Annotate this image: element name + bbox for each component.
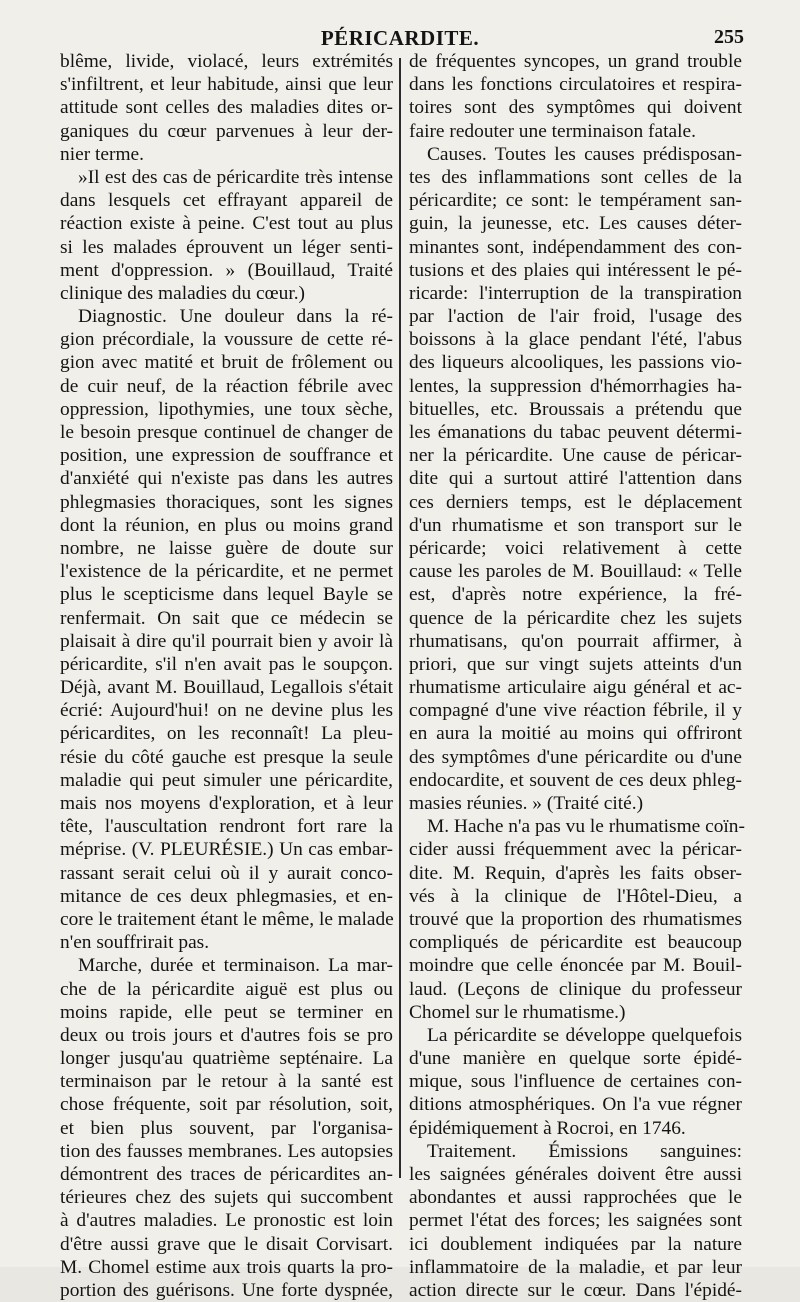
text-line: d'une manière en quelque sorte épidé- [409,1048,742,1070]
text-line: Chomel sur le rhumatisme.) [409,1001,626,1023]
text-line: démontrent des traces de péricardites an- [60,1164,393,1185]
text-line: mais nos moyens d'exploration, et à leur [60,793,393,814]
text-line: ici doublement indiquées par la nature [409,1233,742,1255]
text-line: boissons à la glace pendant l'été, l'abus [409,329,742,351]
running-title: PÉRICARDITE. [320,26,480,50]
text-line: laud. (Leçons de clinique du professeur [409,978,742,1000]
text-line: l'existence de la péricardite, et ne permet [60,561,393,583]
text-line: tusions et des plaies qui intéressent le pé- [409,259,742,281]
text-line: ditions atmosphériques. On l'a vue régner [409,1094,742,1116]
text-line: méprise. (V. PLEURÉSIE.) Un cas embar- [60,839,393,861]
text-line: clinique des maladies du cœur.) [60,282,306,304]
text-line: priori, que sur vingt sujets atteints d'un [409,653,742,675]
text-line: Déjà, avant M. Bouillaud, Legallois s'était [60,677,393,699]
text-line: moins rapide, elle peut se terminer en [60,1001,393,1023]
text-line: phlegmasies thoraciques, sont les signes [60,491,393,513]
right-column [409,50,745,1301]
text-line: La péricardite se développe quelquefois [427,1024,742,1046]
text-line: faire redouter une terminaison fatale. [409,120,696,142]
text-line: plus le scepticisme dans lequel Bayle se [60,584,393,606]
text-line: maladie qui peut simuler une péricardite, [60,769,393,791]
text-line: oppression, lipothymies, une toux sèche, [60,398,393,420]
text-line: ner la péricardite. Une cause de péricar- [409,445,742,467]
text-line: »Il est des cas de péricardite très intense [78,166,393,188]
text-line: térieures chez des sujets qui succombent [60,1187,393,1209]
text-line: nombre, ne laisse guère de doute sur [60,537,393,559]
text-line: péricarde; voici relativement à cette [409,537,742,559]
text-line: à d'autres maladies. Le pronostic est loin [60,1210,393,1232]
text-line: tête, l'auscultation rendront fort rare la [60,816,393,838]
text-line: est, d'après notre expérience, la fré- [409,584,742,606]
text-line: renfermait. On sait que ce médecin se [60,607,393,629]
text-line: épidémiquement à Rocroi, en 1746. [409,1117,686,1139]
text-line: les émanations du tabac peuvent détermi- [409,422,742,443]
text-line: et bien plus souvent, par l'organisa- [60,1117,393,1139]
text-line: cause les paroles de M. Bouillaud: « Telle [409,561,742,583]
text-line: dans les fonctions circulatoires et respira- [409,74,742,96]
text-line: ces derniers temps, est le déplacement [409,491,742,513]
text-line: compliqués de péricardite est beaucoup [409,932,742,954]
text-line: des symptômes d'une péricardite ou d'une [409,746,742,768]
text-line: dans lesquels cet effrayant appareil de [60,190,393,212]
text-line: vés à la clinique de l'Hôtel-Dieu, a [409,885,742,907]
text-line: de fréquentes syncopes, un grand trouble [409,51,742,72]
text-line: attitude sont celles des maladies dites or- [60,97,393,119]
text-line: guin, la jeunesse, etc. Les causes déter- [409,213,742,235]
text-line: M. Chomel estime aux trois quarts la pro- [60,1256,393,1278]
text-line: péricardites, on les reconnaît! La pleu- [60,723,393,745]
text-line: lentes, la suppression d'hémorrhagies ha- [409,375,742,397]
text-line: Marche, durée et terminaison. La mar- [78,955,393,977]
text-line: compagné d'une vive réaction fébrile, il y [409,700,742,722]
text-line: quence de la péricardite chez les sujets [409,607,742,629]
text-line: de cuir neuf, de la réaction fébrile avec [60,375,393,397]
text-line: mitance de ces deux phlegmasies, et en- [60,885,393,907]
text-line: tes des inflammations sont celles de la [409,166,742,188]
text-line: moindre que celle énoncée par M. Bouil- [409,955,742,977]
text-line: gion précordiale, la voussure de cette ré- [60,329,393,351]
text-line: rassant serait celui où il y aurait conco- [60,862,393,884]
text-line: rhumatisme articulaire aigu général et ac- [409,677,742,699]
text-line: che de la péricardite aiguë est plus ou [60,978,393,1000]
text-line: d'un rhumatisme et son transport sur le [409,514,742,536]
text-line: en aura la moitié au moins qui offriront [409,723,742,745]
text-line: cider aussi fréquemment avec la péricar- [409,839,742,861]
text-line: deux ou trois jours et d'autres fois se pro [60,1024,393,1046]
page-number: 255 [714,26,744,48]
text-line: réaction existe à peine. C'est tout au plus [60,213,393,235]
text-line: endocardite, et souvent de ces deux phleg- [409,769,742,791]
text-line: le besoin presque continuel de changer de [60,422,393,443]
text-line: toires sont des symptômes qui doivent [409,97,742,119]
text-line: ment d'oppression. » (Bouillaud, Traité [60,259,393,281]
text-line: chose fréquente, soit par résolution, soit, [60,1094,393,1116]
text-line: M. Hache n'a pas vu le rhumatisme coïn- [427,816,745,838]
text-line: les saignées générales doivent être aussi [409,1164,742,1185]
text-line: mique, sous l'influence de certaines con- [409,1071,742,1093]
text-line: ganiques du cœur parvenues à leur der- [60,120,393,142]
text-line: Causes. Toutes les causes prédisposan- [427,143,742,165]
text-line: s'infiltrent, et leur habitude, ainsi que leur [60,74,393,96]
text-line: position, une expression de souffrance et [60,445,393,467]
text-line: si les malades éprouvent un léger senti- [60,236,393,258]
text-line: des liqueurs alcooliques, les passions vio- [409,352,742,374]
column-divider [399,58,401,1178]
text-line: abondantes et aussi rapprochées que le [409,1187,742,1209]
text-line: minantes sont, indépendamment des con- [409,236,742,258]
text-line: nier terme. [60,143,144,165]
text-line: plaisait à dire qu'il pourrait bien y avoir là [60,630,393,652]
text-line: inflammatoire de la maladie, et par leur [409,1256,742,1278]
text-line: d'être aussi grave que le disait Corvisart. [60,1233,393,1255]
text-line: par l'action de l'air froid, l'usage des [409,306,742,328]
text-line: péricardite; ce sont: le tempérament san- [409,190,742,212]
text-line: gion avec matité et bruit de frôlement ou [60,352,393,374]
text-line: longer jusqu'au quatrième septénaire. La [60,1048,393,1070]
text-line: résie du côté gauche est presque la seule [60,746,393,768]
text-line: d'anxiété qui n'existe pas dans les autres [60,468,393,490]
text-line: ricarde: l'interruption de la transpiration [409,282,742,304]
text-line: tion des fausses membranes. Les autopsies [60,1140,393,1162]
text-line: trouvé que la proportion des rhumatismes [409,908,742,930]
text-line: portion des guérisons. Une forte dyspnée, [60,1279,393,1301]
text-line: dont la réunion, en plus ou moins grand [60,514,393,536]
text-line: core le traitement étant le même, le malade [60,908,394,930]
text-line: permet l'état des forces; les saignées sont [409,1210,742,1232]
page-header [60,22,744,52]
text-line: action directe sur le cœur. Dans l'épidé- [409,1279,742,1301]
text-line: péricardite, s'il n'en avait pas le soupçon. [60,653,393,675]
text-line: bituelles, etc. Broussais a prétendu que [409,398,742,420]
text-line: dite qui a surtout attiré l'attention dans [409,468,742,490]
text-line: dite. M. Requin, d'après les faits obser- [409,862,742,884]
text-line: Diagnostic. Une douleur dans la ré- [78,306,393,328]
left-column [60,50,394,1301]
text-line: rhumatisans, qu'on pourrait affirmer, à [409,630,742,652]
text-line: n'en souffrirait pas. [60,932,210,954]
text-line: terminaison par le retour à la santé est [60,1071,393,1093]
text-line: masies réunies. » (Traité cité.) [409,793,644,814]
text-line: Traitement. Émissions sanguines: [427,1140,742,1162]
text-line: blême, livide, violacé, leurs extrémités [60,51,393,72]
text-line: écrié: Aujourd'hui! on ne devine plus les [60,700,393,722]
